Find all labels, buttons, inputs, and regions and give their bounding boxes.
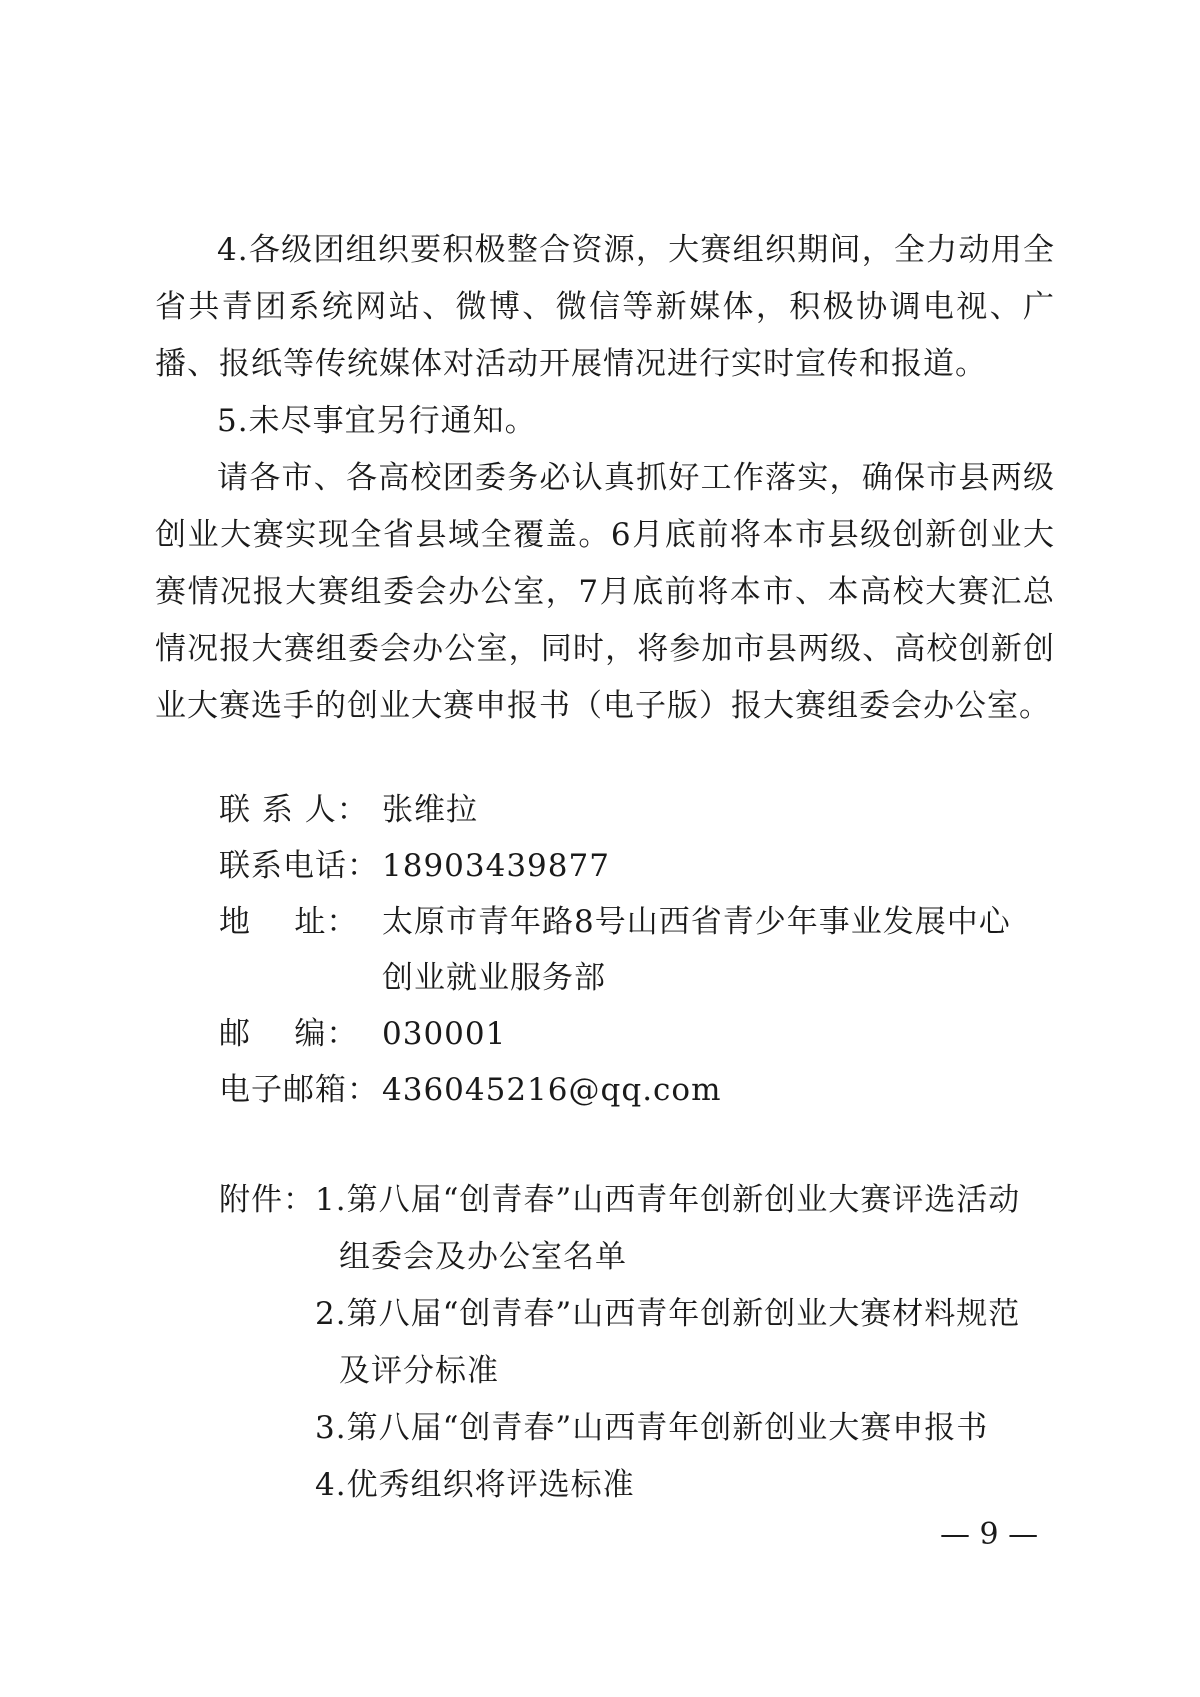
contact-person-row	[219, 782, 1039, 838]
paragraph-request: 请各市、各高校团委务必认真抓好工作落实，确保市县两级创业大赛实现全省县域全覆盖。6月底前将本市县级创新创业大赛情况报大赛组委会办公室，7月底前将本市、本高校大赛汇总情况报大赛组委会办公室，同时，将参加市县两级、高校创新创业大赛选手的创业大赛申报书（电子版）报大赛组委会办公室。	[155, 460, 1055, 724]
attachment-item-2: 2.第八届“创青春”山西青年创新创业大赛材料规范及评分标准	[315, 1296, 1021, 1389]
contact-postcode-value: 030001	[382, 1016, 507, 1052]
contact-postcode-row	[219, 1006, 1039, 1062]
attachments	[219, 1172, 1039, 1514]
attachment-item-1: 1.第八届“创青春”山西青年创新创业大赛评选活动组委会及办公室名单	[315, 1182, 1021, 1275]
body-text	[155, 222, 1055, 735]
contact-email-value: 436045216@qq.com	[382, 1072, 722, 1108]
contact-address-label: 地 址：	[219, 904, 359, 940]
page-number: — 9 —	[940, 1517, 1039, 1552]
attachment-row	[219, 1400, 1039, 1457]
contact-info	[219, 782, 1039, 1118]
contact-person-value: 张维拉	[382, 792, 478, 828]
paragraph-item-5: 5.未尽事宜另行通知。	[217, 403, 537, 439]
contact-phone-label: 联系电话：	[219, 848, 379, 884]
contact-person-label: 联 系 人：	[219, 792, 369, 828]
contact-phone-value: 18903439877	[382, 848, 610, 884]
attachment-row	[219, 1286, 1039, 1400]
contact-email-label: 电子邮箱：	[219, 1072, 379, 1108]
attachments-label: 附件：	[219, 1182, 315, 1218]
paragraph-item-4: 4.各级团组织要积极整合资源，大赛组织期间，全力动用全省共青团系统网站、微博、微信等新媒体，积极协调电视、广播、报纸等传统媒体对活动开展情况进行实时宣传和报道。	[155, 232, 1055, 382]
attachment-item-3: 3.第八届“创青春”山西青年创新创业大赛申报书	[315, 1410, 989, 1446]
attachment-row	[219, 1172, 1039, 1286]
contact-postcode-label: 邮 编：	[219, 1016, 359, 1052]
attachment-row	[219, 1457, 1039, 1514]
contact-email-row	[219, 1062, 1039, 1118]
contact-phone-row	[219, 838, 1039, 894]
contact-address-value: 太原市青年路8号山西省青少年事业发展中心创业就业服务部	[382, 904, 1011, 996]
attachment-item-4: 4.优秀组织将评选标准	[315, 1467, 635, 1503]
contact-address-row	[219, 894, 1039, 1006]
